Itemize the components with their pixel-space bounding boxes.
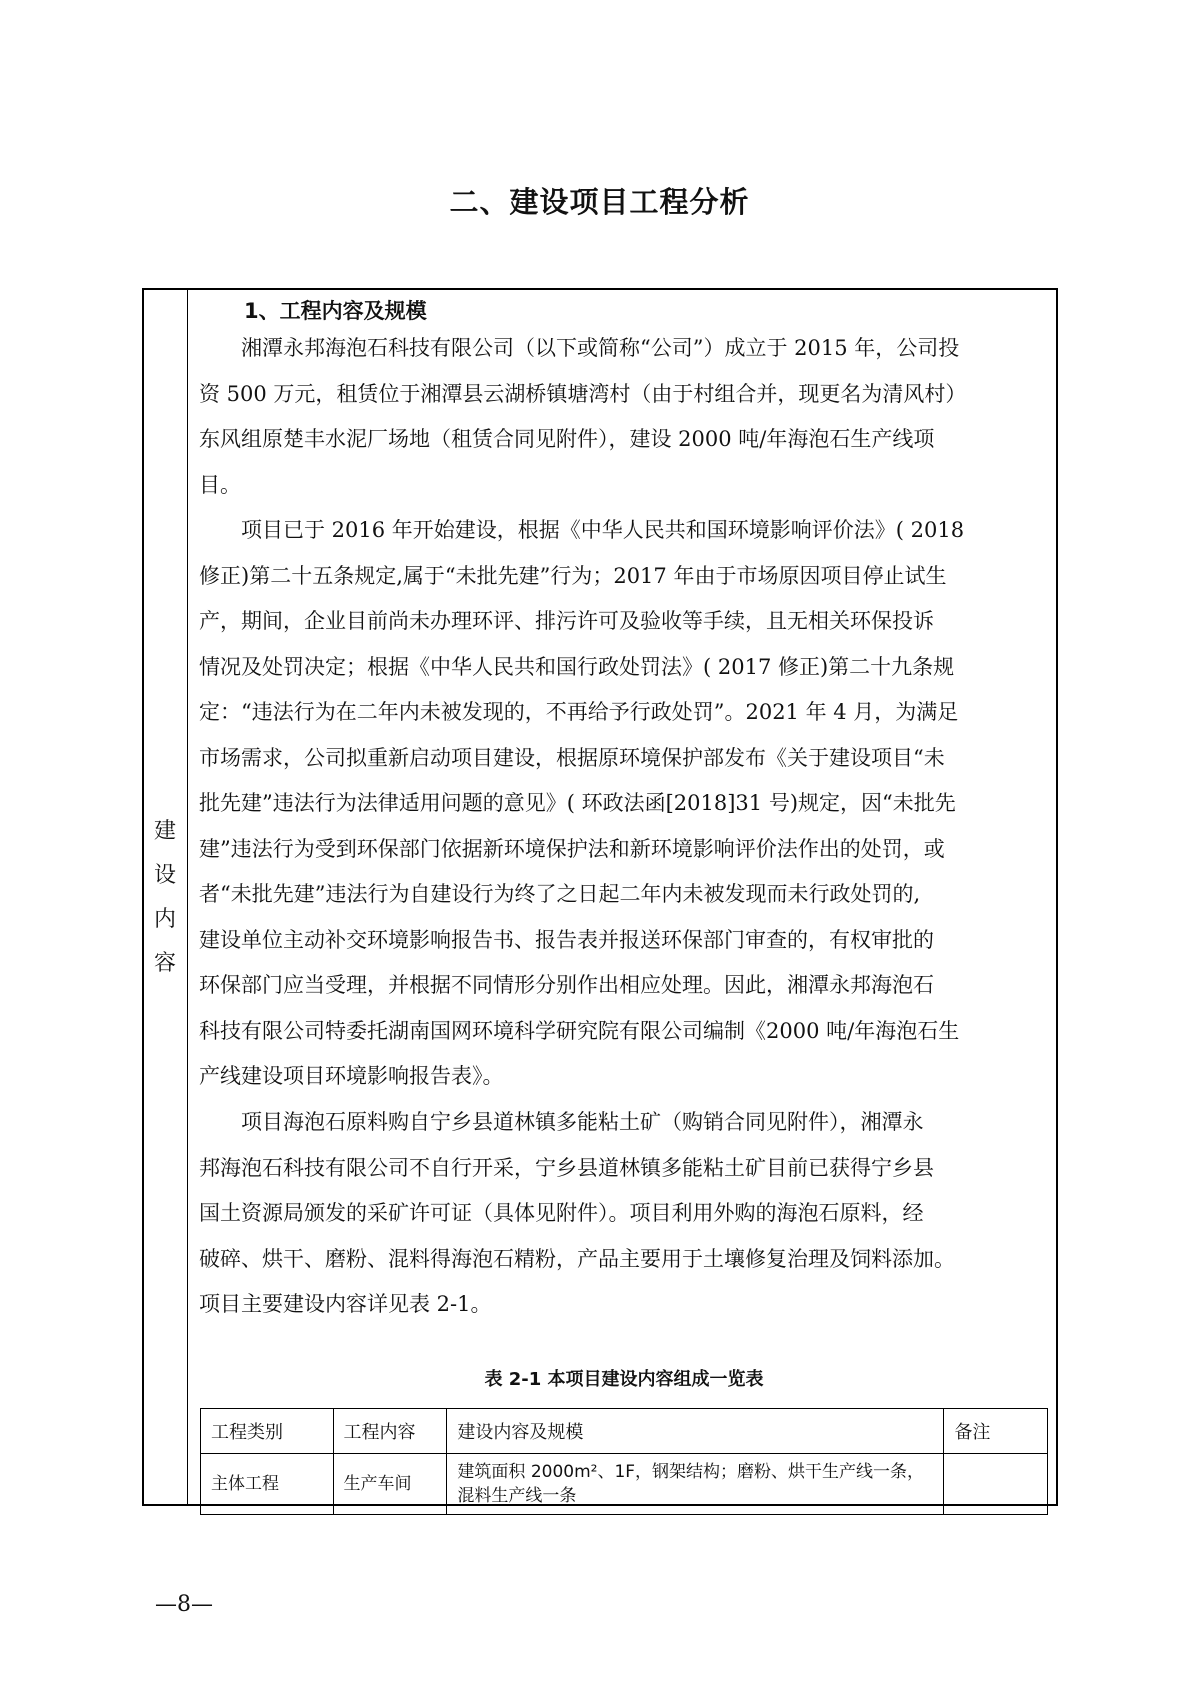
paragraph — [199, 1100, 1054, 1328]
paragraph-line: 建”违法行为受到环保部门依据新环境保护法和新环境影响评价法作出的处罚，或 — [199, 836, 945, 861]
side-label-char: 建 — [153, 819, 176, 844]
table-cell: 建筑面积 2000m²、1F，钢架结构；磨粉、烘干生产线一条，混料生产线一条 — [447, 1454, 944, 1515]
table-header: 工程内容 — [333, 1409, 447, 1454]
paragraph-line: 环保部门应当受理，并根据不同情形分别作出相应处理。因此，湘潭永邦海泡石 — [199, 973, 934, 997]
paragraph-line: 邦海泡石科技有限公司不自行开采，宁乡县道林镇多能粘土矿目前已获得宁乡县 — [199, 1155, 934, 1180]
paragraph-line: 定：“违法行为在二年内未被发现的，不再给予行政处罚”。2021 年 4 月，为满足 — [199, 700, 959, 724]
side-label-char: 设 — [153, 863, 176, 888]
paragraph-line: 东风组原楚丰水泥厂场地（租赁合同见附件），建设 2000 吨/年海泡石生产线项 — [199, 427, 935, 451]
table-cell: 生产车间 — [333, 1454, 447, 1515]
table-cell: 主体工程 — [201, 1454, 334, 1515]
table-cell — [944, 1454, 1048, 1515]
paragraph-line: 破碎、烘干、磨粉、混料得海泡石精粉，产品主要用于土壤修复治理及饲料添加。 — [199, 1246, 955, 1271]
side-label-char: 容 — [153, 951, 176, 976]
paragraph — [199, 326, 1054, 508]
table-header: 工程类别 — [201, 1409, 334, 1454]
paragraph-line: 建设单位主动补交环境影响报告书、报告表并报送环保部门审查的，有权审批的 — [199, 927, 934, 952]
paragraph-line: 国土资源局颁发的采矿许可证（具体见附件）。项目利用外购的海泡石原料，经 — [199, 1201, 924, 1225]
table-header: 备注 — [944, 1409, 1048, 1454]
paragraph-line: 者“未批先建”违法行为自建设行为终了之日起二年内未被发现而未行政处罚的, — [199, 882, 921, 906]
section-heading: 1、工程内容及规模 — [244, 299, 427, 323]
side-column — [144, 290, 188, 1504]
paragraph-line: 项目主要建设内容详见表 2-1。 — [199, 1292, 492, 1316]
paragraph-line: 批先建”违法行为法律适用问题的意见》( 环政法函[2018]31 号)规定，因“未批先 — [199, 791, 956, 815]
paragraph-line: 资 500 万元，租赁位于湘潭县云湖桥镇塘湾村（由于村组合并，现更名为清风村） — [199, 381, 967, 406]
side-label-char: 内 — [153, 907, 176, 932]
side-label — [144, 810, 186, 986]
content-frame — [142, 288, 1058, 1506]
table-header-row — [201, 1409, 1048, 1454]
paragraph — [199, 508, 1054, 1100]
paragraph-line: 目。 — [199, 472, 241, 497]
paragraph-line: 产，期间，企业目前尚未办理环评、排污许可及验收等手续，且无相关环保投诉 — [199, 609, 934, 633]
paragraph-line: 湘潭永邦海泡石科技有限公司（以下或简称“公司”）成立于 2015 年，公司投 — [241, 336, 960, 360]
table-header: 建设内容及规模 — [447, 1409, 944, 1454]
table-caption: 表 2-1 本项目建设内容组成一览表 — [484, 1369, 764, 1390]
paragraph-line: 项目已于 2016 年开始建设，根据《中华人民共和国环境影响评价法》( 2018 — [241, 518, 965, 542]
paragraph-line: 项目海泡石原料购自宁乡县道林镇多能粘土矿（购销合同见附件），湘潭永 — [241, 1110, 924, 1134]
content-area — [189, 290, 1056, 1504]
table-row — [201, 1454, 1048, 1515]
paragraph-line: 产线建设项目环境影响报告表》。 — [199, 1064, 504, 1088]
scope-table — [200, 1408, 1048, 1515]
paragraph-line: 修正)第二十五条规定,属于“未批先建”行为；2017 年由于市场原因项目停止试生 — [199, 563, 947, 588]
paragraph-line: 科技有限公司特委托湖南国网环境科学研究院有限公司编制《2000 吨/年海泡石生 — [199, 1018, 960, 1043]
paragraph-line: 情况及处罚决定；根据《中华人民共和国行政处罚法》( 2017 修正)第二十九条规 — [199, 654, 955, 679]
page-title: 二、建设项目工程分析 — [449, 185, 750, 219]
page-number: —8— — [155, 1592, 213, 1617]
paragraph-line: 市场需求，公司拟重新启动项目建设，根据原环境保护部发布《关于建设项目“未 — [199, 745, 945, 770]
